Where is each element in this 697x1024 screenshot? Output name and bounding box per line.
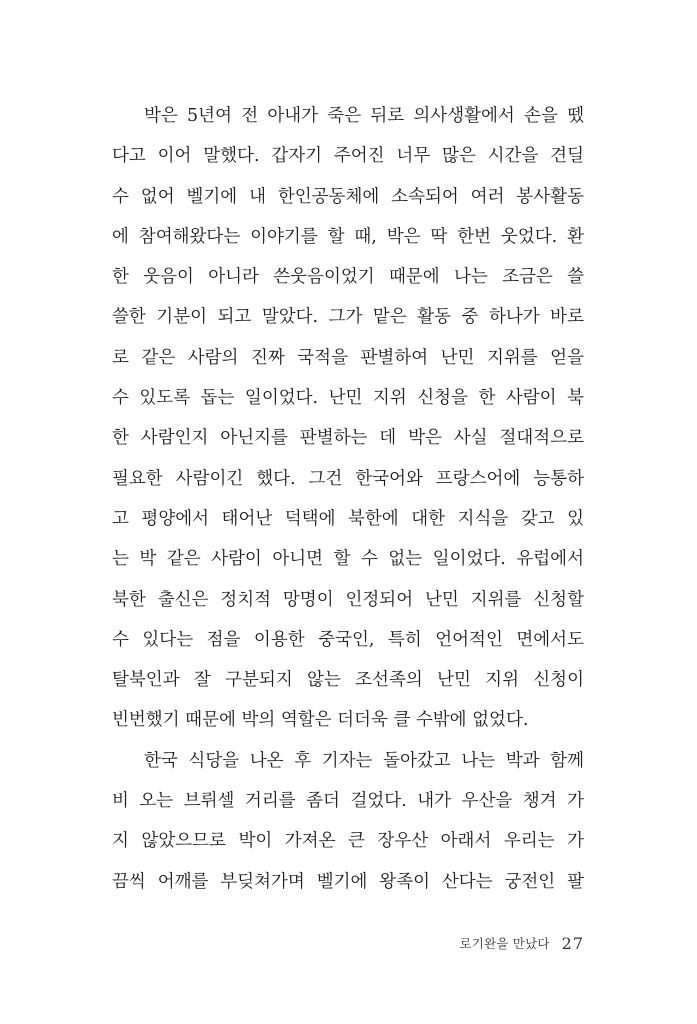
page-number: 27: [561, 933, 584, 953]
body-text: [112, 96, 584, 902]
text-line: 필요한 사람이긴 했다. 그건 한국어와 프랑스어에 능통하: [112, 468, 584, 489]
text-line: 비 오는 브뤼셀 거리를 좀더 걸었다. 내가 우산을 챙겨 가: [112, 791, 584, 812]
text-line: 는 박 같은 사람이 아니면 할 수 없는 일이었다. 유럽에서: [112, 549, 584, 570]
text-line: 수 없어 벨기에 내 한인공동체에 소속되어 여러 봉사활동: [112, 186, 584, 207]
text-line: 다고 이어 말했다. 갑자기 주어진 너무 많은 시간을 견딜: [112, 146, 584, 167]
running-title: 로기완을 만났다: [459, 936, 550, 951]
text-line: 수 있다는 점을 이용한 중국인, 특히 언어적인 면에서도: [112, 629, 584, 650]
text-line: 북한 출신은 정치적 망명이 인정되어 난민 지위를 신청할: [112, 589, 584, 610]
text-line: 빈번했기 때문에 박의 역할은 더더욱 클 수밖에 없었다.: [112, 710, 529, 731]
text-line: 한 사람인지 아닌지를 판별하는 데 박은 사실 절대적으로: [112, 428, 584, 449]
text-line: 한국 식당을 나온 후 기자는 돌아갔고 나는 박과 함께: [144, 750, 584, 771]
text-line: 쓸한 기분이 되고 말았다. 그가 맡은 활동 중 하나가 바로: [112, 307, 584, 328]
text-line: 수 있도록 돕는 일이었다. 난민 지위 신청을 한 사람이 북: [112, 388, 584, 409]
text-line: 에 참여해왔다는 이야기를 할 때, 박은 딱 한번 웃었다. 환: [112, 226, 584, 247]
text-line: 탈북인과 잘 구분되지 않는 조선족의 난민 지위 신청이: [112, 670, 584, 691]
text-line: 로 같은 사람의 진짜 국적을 판별하여 난민 지위를 얻을: [112, 347, 584, 368]
text-line: 한 웃음이 아니라 쓴웃음이었기 때문에 나는 조금은 쓸: [112, 267, 584, 288]
text-line: 박은 5년여 전 아내가 죽은 뒤로 의사생활에서 손을 뗐: [144, 106, 584, 126]
text-line: 지 않았으므로 박이 가져온 큰 장우산 아래서 우리는 가: [112, 831, 584, 852]
text-line: 끔씩 어깨를 부딪쳐가며 벨기에 왕족이 산다는 궁전인 팔: [112, 871, 584, 892]
text-line: 고 평양에서 태어난 덕택에 북한에 대한 지식을 갖고 있: [112, 508, 584, 529]
page-footer: [440, 930, 584, 956]
